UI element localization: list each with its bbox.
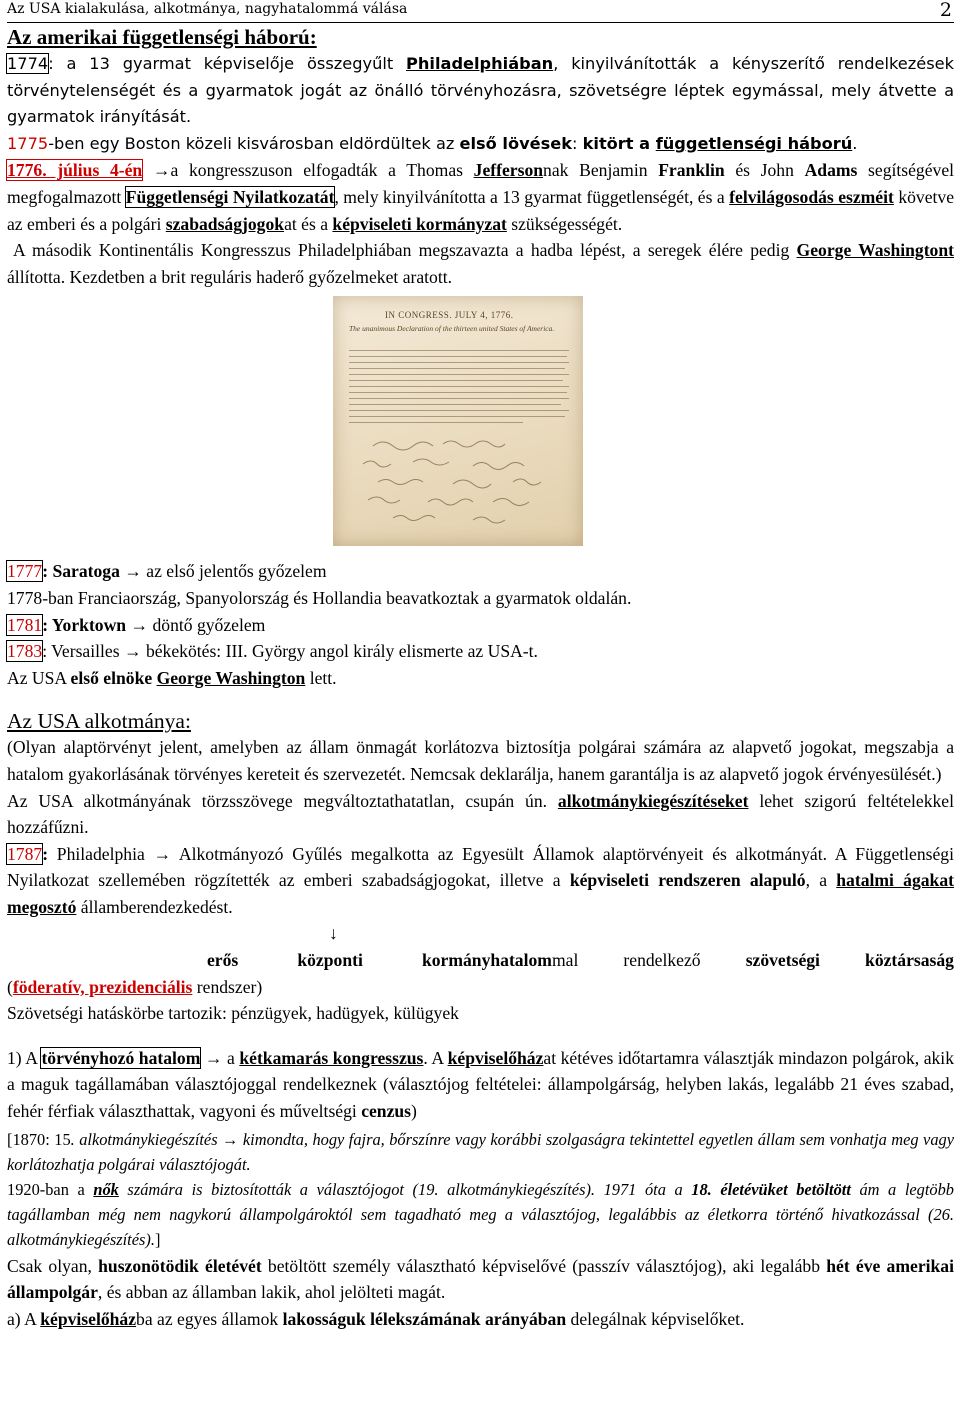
timeline-1783: 1783: Versailles → békekötés: III. György angol király elismerte az USA-t.	[7, 641, 538, 662]
name-jefferson: Jefferson	[473, 160, 544, 181]
federal-republic: erős központi kormányhatalommal rendelkező szövetségi köztársaság	[207, 950, 954, 971]
timeline-first-president: Az USA első elnöke George Washington lett.	[7, 667, 337, 688]
passive-suffrage: Csak olyan, huszonötödik életévét betöltött személy választható képviselővé (passzív választójog), aki legalább hét éve amerikai állampolgár, és abban az államban lakik, ahol jelölteti magát.	[7, 1255, 954, 1303]
legislative-power: 1) A törvényhozó hatalom → a kétkamarás kongresszus. A képviselőházat kétéves időtartamra választják mindazon polgárok, akik a maguk tagállamában választójoggal rendelkeznek (választójog feltételei: állampolgárság, helyben lakás, legalább 21 éves szabad, fehér férfiak választhattak, vagyoni és műveltségi cenzus)	[7, 1047, 954, 1122]
page-number: 2	[939, 0, 952, 21]
amendment-1870: [1870: 15. alkotmánykiegészítés → kimondta, hogy fajra, bőrszínre vagy korábbi szolgaságra tekintettel egyetlen állam sem vonhatja meg vagy korlátozhatja polgárai választójogát.	[7, 1129, 954, 1174]
constitution-amendments: Az USA alkotmányának törzsszövege megváltoztathatatlan, csupán ún. alkotmánykiegészítéseket lehet szigorú feltételekkel hozzáfűzni.	[7, 790, 954, 838]
photo-line-congress: IN CONGRESS. JULY 4, 1776.	[385, 310, 514, 321]
federal-competences: Szövetségi hatáskörbe tartozik: pénzügyek, hadügyek, külügyek	[7, 1003, 459, 1024]
place-philadelphia: Philadelphiában	[406, 54, 554, 73]
timeline-1777: 1777: Saratoga → az első jelentős győzelem	[7, 561, 327, 582]
house-of-representatives: a) A képviselőházba az egyes államok lakosságuk lélekszámának arányában delegálnak képviselőket.	[7, 1308, 745, 1329]
year-1775: 1775	[7, 133, 49, 153]
constitution-definition: (Olyan alaptörvényt jelent, amelyben az állam önmagát korlátozva biztosítja polgárai számára az alapvető jogokat, megszabja a hatalom gyakorlásának törvényes kereteit és szervezetét. Nemcsak deklarálja, hanem garantálja is az alapvető jogok érvényesülését.)	[7, 737, 954, 784]
date-1776-july-4: 1776. július 4-én	[7, 160, 143, 181]
independence-war-term: függetlenségi háború	[655, 133, 853, 153]
year-1777: 1777	[7, 561, 43, 582]
page-content	[7, 24, 954, 1332]
year-1774: 1774	[7, 54, 49, 73]
constitution-1787: 1787: Philadelphia → Alkotmányozó Gyűlés megalkotta az Egyesült Államok alaptörvényeit és alkotmányát. A Függetlenségi Nyilatkozat szellemében rögzítették az emberi szabadságjogokat, illetve a képviseleti rendszeren alapuló, a hatalmi ágakat megosztó államberendezkedést.	[7, 843, 954, 917]
down-arrow-icon: ↓	[329, 923, 338, 944]
declaration-of-independence: Függetlenségi Nyilatkozatát	[125, 186, 335, 207]
federal-system: (föderatív, prezidenciális rendszer)	[7, 976, 263, 997]
year-1783: 1783	[7, 641, 43, 662]
timeline-1781: 1781: Yorktown → döntő győzelem	[7, 614, 266, 635]
declaration-document-image	[333, 296, 583, 546]
page-header	[7, 0, 954, 23]
paragraph-1775: 1775-ben egy Boston közeli kisvárosban eldördültek az első lövések: kitört a függetlenségi háború.	[7, 133, 858, 153]
timeline-1778: 1778-ban Franciaország, Spanyolország és Hollandia beavatkoztak a gyarmatok oldalán.	[7, 587, 632, 608]
paragraph-congress: A második Kontinentális Kongresszus Philadelphiában megszavazta a hadba lépést, a seregek élére pedig George Washingtont állította. Kezdetben a brit reguláris haderő győzelmeket aratott.	[7, 240, 955, 287]
amendment-1920-1971: 1920-ban a nők számára is biztosították a választójogot (19. alkotmánykiegészítés). 1971 óta a 18. életévüket betöltött ám a legtöbb tagállamban még nem nagykorú állampolgároktól sem tagadható meg a választójog, legalábbis az életkorra történő hivatkozással (26. alkotmánykiegészítés).]	[7, 1180, 954, 1250]
paragraph-1776: 1776. július 4-én →a kongresszuson elfogadták a Thomas Jeffersonnak Benjamin Franklin és John Adams segítségével megfogalmazott Függetlenségi Nyilatkozatát, mely kinyilvánította a 13 gyarmat függetlenségét, és a felvilágosodás eszméit követve az emberi és a polgári szabadságjogokat és a képviseleti kormányzat szükségességét.	[7, 160, 955, 234]
heading-independence-war: Az amerikai függetlenségi háború:	[7, 25, 317, 49]
photo-line-declaration: The unanimous Declaration of the thirteen united States of America.	[349, 324, 555, 334]
legislative-power-term: törvényhozó hatalom	[41, 1047, 201, 1068]
name-george-washington: George Washingtont	[796, 240, 955, 261]
year-1787: 1787	[7, 843, 43, 864]
header-title: Az USA kialakulása, alkotmánya, nagyhatalommá válása	[7, 1, 408, 17]
paragraph-1774: 1774: a 13 gyarmat képviselője összegyűlt Philadelphiában, kinyilvánították a kényszerítő rendelkezések törvénytelenségét és a gyarmatok jogát az önálló törvényhozásra, szövetségre léptek egymással, mely átvette a gyarmatok irányítását.	[7, 54, 954, 127]
heading-constitution: Az USA alkotmánya:	[7, 709, 191, 734]
year-1781: 1781	[7, 614, 43, 635]
down-arrow	[7, 920, 954, 947]
signatures-drawing	[333, 296, 583, 546]
